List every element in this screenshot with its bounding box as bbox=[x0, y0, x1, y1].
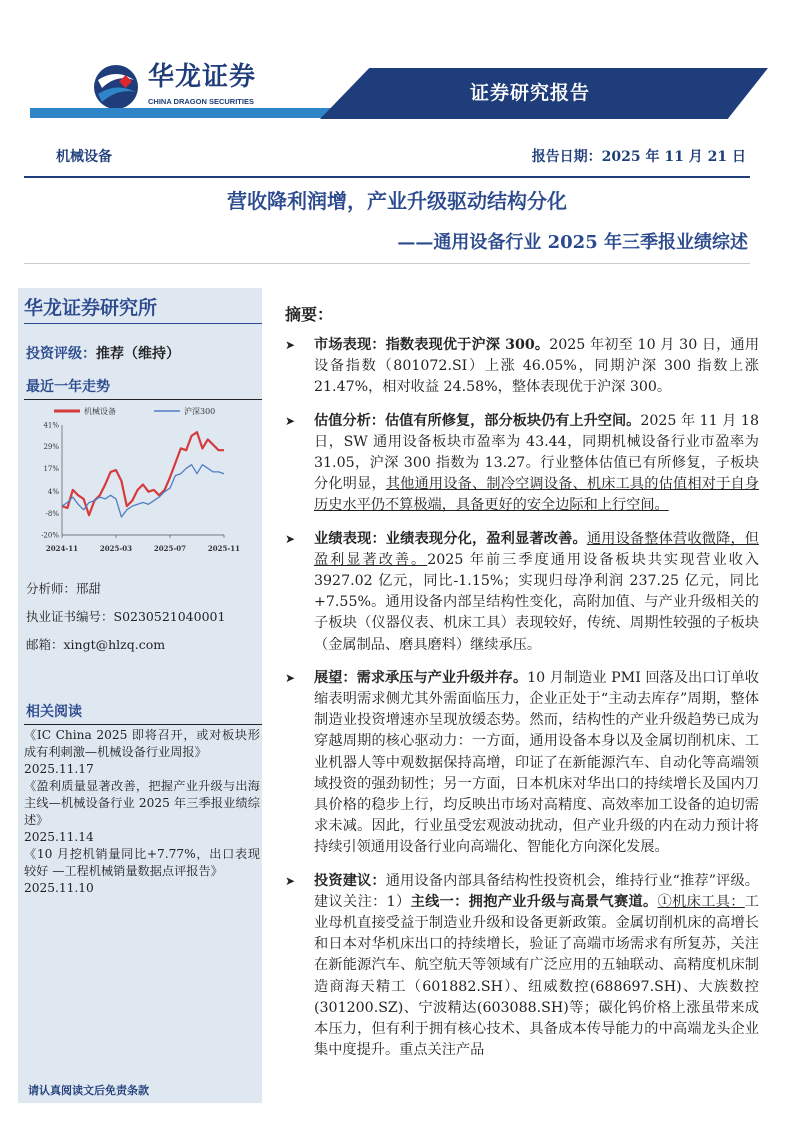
related-date: 2025.11.17 bbox=[24, 762, 94, 776]
related-date: 2025.11.14 bbox=[24, 830, 94, 844]
divider bbox=[24, 724, 262, 725]
related-item[interactable] bbox=[24, 846, 260, 897]
bullet-text-segment: 2025 年前三季度通用设备板块共实现营业收入 3927.02 亿元，同比-1.15%；实现归母净利润 237.25 亿元，同比+7.55%。通用设备内部呈结构性变化，高附加值、与产业升级相关的子板块（仪器仪表、机床工具）表现较好，传统、周期性较强的子板块（金属制品、磨具磨料）继续承压。 bbox=[314, 551, 759, 653]
disclaimer-note: 请认真阅读文后免责条款 bbox=[28, 1084, 149, 1097]
related-title[interactable]: 《盈利质量显著改善，把握产业升级与出海主线—机械设备行业 2025 年三季报业绩综述》 bbox=[24, 779, 260, 827]
email: 邮箱：xingt@hlzq.com bbox=[26, 637, 166, 652]
header-band-light bbox=[30, 108, 350, 118]
report-type: 证券研究报告 bbox=[470, 82, 591, 104]
logo bbox=[92, 62, 142, 112]
bullet-text-segment: 工业母机直接受益于制造业升级和设备更新政策。金属切削机床的高增长和日本对华机床出口的持续增长，验证了高端市场需求有所复苏，关注在新能源汽车、航空航天等领域有广泛应用的五轴联动、高精度机床制造商海天精工（601882.SH）、纽威数控(688697.SH)、大族数控(301200.SZ)、宁波精达(603088.SH)等；碳化钨价格上涨虽带来成本压力，但有利于拥有核心技术、具备成本传导能力的中高端龙头企业集中度提升。重点关注产品 bbox=[314, 893, 759, 1059]
bullet-text-segment: 展望：需求承压与产业升级并存。 bbox=[314, 669, 528, 686]
institute-name: 华龙证券研究所 bbox=[24, 297, 158, 319]
bullet-text-segment: 其他通用设备、制冷空调设备、机床工具的估值相对于自身历史水平仍不算极端，具备更好的安全边际和上行空间。 bbox=[314, 476, 759, 514]
industry-label: 机械设备 bbox=[56, 149, 112, 165]
logo-text-cn: 华龙证券 bbox=[148, 62, 257, 92]
bullet-text-segment: ①机床工具： bbox=[657, 893, 745, 910]
abstract-bullet bbox=[283, 335, 759, 399]
arrow-bullet-icon: ➤ bbox=[285, 670, 296, 685]
y-tick-label: 29% bbox=[43, 443, 59, 452]
trend-heading: 最近一年走势 bbox=[26, 379, 110, 395]
x-tick-label: 2025-11 bbox=[207, 544, 241, 553]
investment-rating bbox=[26, 344, 180, 364]
bullet-text-segment: 10 月制造业 PMI 回落及出口订单收缩表明需求侧尤其外需面临压力，企业正处于“主动去库存”周期，整体制造业投资增速亦呈现放缓态势。然而，结构性的产业升级趋势已成为穿越周期的核心驱动力：一方面，通用设备本身以及金属切削机床、工业机器人等中观数据保持高增，印证了在新能源汽车、自动化等高端领域投资的强劲韧性；另一方面，日本机床对华出口的持续增长及国内刀具价格的稳步上行，均反映出市场对高精度、高效率加工设备的迫切需求未减。因此，行业虽受宏观波动扰动，但产业升级的内在动力预计将持续引领通用设备行业向高端化、智能化方向深化发展。 bbox=[314, 669, 759, 856]
analyst: 分析师：邢甜 bbox=[26, 581, 102, 596]
trend-chart bbox=[24, 403, 264, 563]
related-item[interactable] bbox=[24, 778, 260, 846]
y-tick-label: 41% bbox=[43, 421, 59, 430]
abstract-bullet bbox=[283, 668, 759, 859]
bullet-text-segment: 主线一：拥抱产业升级与高景气赛道。 bbox=[410, 893, 658, 910]
y-tick-label: -8% bbox=[45, 509, 59, 518]
divider bbox=[24, 263, 750, 264]
legend-label: 沪深300 bbox=[184, 407, 216, 416]
related-title[interactable]: 《IC China 2025 即将召开，或对板块形成有利刺激—机械设备行业周报》 bbox=[24, 728, 260, 759]
x-tick-label: 2025-07 bbox=[153, 544, 187, 553]
bullet-text-segment: 业绩表现：业绩表现分化，盈利显著改善。 bbox=[314, 530, 587, 547]
logo-text-en: CHINA DRAGON SECURITIES bbox=[148, 97, 254, 106]
bullet-text-segment: 2025 年 11 月 18 日，SW 通用设备板块市盈率为 43.44，同期机械设备行业市盈率为 31.05，沪深 300 指数为 13.27。行业整体估值已有所修复，子板块分化明显， bbox=[314, 412, 759, 493]
arrow-bullet-icon: ➤ bbox=[285, 531, 296, 546]
abstract-bullet bbox=[283, 411, 759, 517]
y-tick-label: -20% bbox=[41, 531, 59, 540]
legend-label: 机械设备 bbox=[84, 407, 116, 416]
y-tick-label: 4% bbox=[47, 488, 59, 497]
divider bbox=[24, 176, 750, 178]
x-tick-label: 2024-11 bbox=[45, 544, 79, 553]
license-number: 执业证书编号：S0230521040001 bbox=[26, 609, 226, 624]
rating-label: 投资评级： bbox=[26, 346, 96, 362]
related-item[interactable] bbox=[24, 727, 260, 778]
arrow-bullet-icon: ➤ bbox=[285, 338, 296, 352]
rating-value: 推荐（维持） bbox=[96, 346, 180, 362]
bullet-text-segment: 通用设备内部具备结构性投资机会，维持行业“推荐”评级。建议关注：1） bbox=[314, 872, 759, 910]
abstract-heading: 摘要： bbox=[285, 305, 334, 324]
arrow-bullet-icon: ➤ bbox=[285, 413, 296, 428]
arrow-bullet-icon: ➤ bbox=[285, 873, 296, 888]
divider bbox=[24, 399, 262, 400]
related-title[interactable]: 《10 月挖机销量同比+7.77%，出口表现较好 —工程机械销量数据点评报告》 bbox=[24, 847, 260, 878]
bullet-text-segment: 市场表现：指数表现优于沪深 300。 bbox=[314, 337, 550, 353]
page-subtitle: ——通用设备行业 2025 年三季报业绩综述 bbox=[397, 232, 748, 253]
bullet-text-segment: 通用设备整体营收微降，但盈利显著改善。 bbox=[314, 530, 759, 568]
bullet-text-segment: 估值分析：估值有所修复，部分板块仍有上升空间。 bbox=[314, 412, 641, 429]
y-tick-label: 17% bbox=[43, 464, 59, 473]
abstract-bullet bbox=[283, 529, 759, 656]
bullet-text-segment: 投资建议： bbox=[314, 872, 386, 889]
x-tick-label: 2025-03 bbox=[99, 544, 133, 553]
report-date: 报告日期：2025 年 11 月 21 日 bbox=[531, 149, 746, 165]
abstract-bullet bbox=[283, 871, 759, 1062]
bullet-text-segment: 2025 年初至 10 月 30 日，通用设备指数（801072.SI）上涨 46.05%，同期沪深 300 指数上涨 21.47%，相对收益 24.58%，整体表现优于沪深 300。 bbox=[314, 337, 760, 396]
related-date: 2025.11.10 bbox=[24, 881, 94, 895]
related-reading-heading: 相关阅读 bbox=[26, 704, 82, 720]
dragon-logo-icon bbox=[92, 62, 142, 112]
abstract-body bbox=[283, 335, 759, 1074]
page-title: 营收降利润增，产业升级驱动结构分化 bbox=[227, 189, 567, 213]
divider bbox=[24, 323, 262, 324]
related-reading-list bbox=[24, 727, 260, 897]
